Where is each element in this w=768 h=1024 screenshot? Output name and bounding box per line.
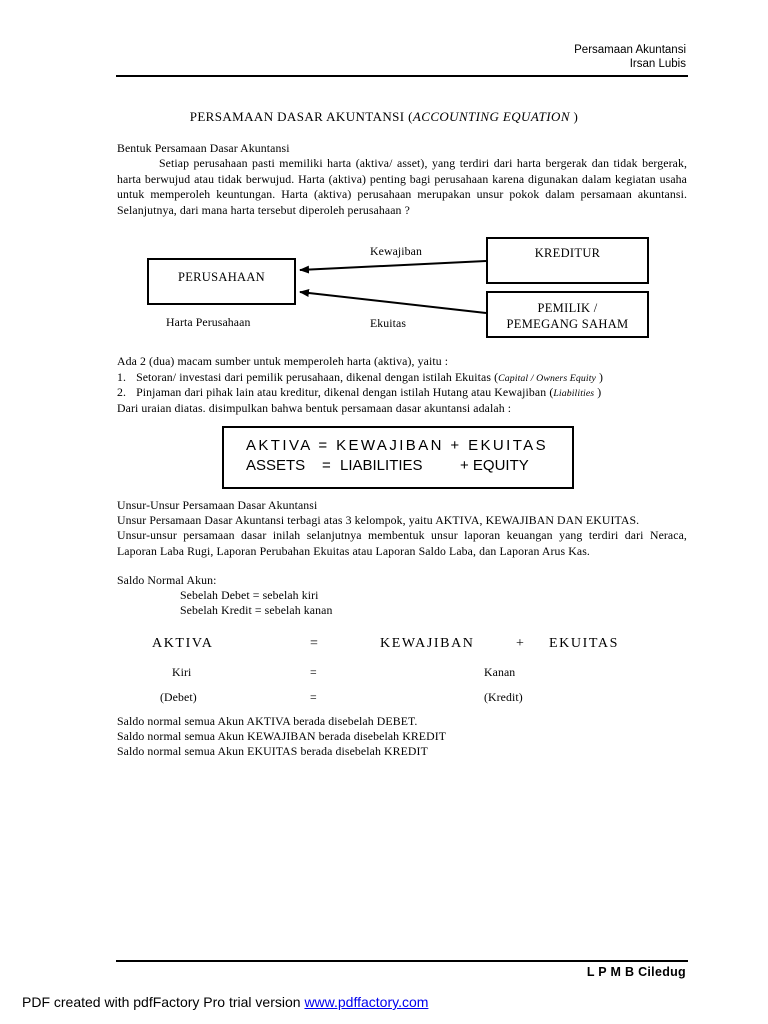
source-item-1-number: 1. <box>117 370 127 384</box>
table-r2-kanan: Kanan <box>484 665 516 679</box>
table-r2-eq: = <box>310 665 317 679</box>
source-item-1-close: ) <box>595 370 604 384</box>
title-english: ACCOUNTING EQUATION <box>412 109 570 124</box>
kreditur-label: KREDITUR <box>534 246 601 260</box>
perusahaan-label: PERUSAHAAN <box>177 270 266 284</box>
source-item-1-text: Setoran/ investasi dari pemilik perusahaan, dikenal dengan istilah Ekuitas ( <box>136 370 499 384</box>
source-item-2-close: ) <box>594 385 602 399</box>
ekuitas-label: Ekuitas <box>370 316 407 330</box>
kewajiban-label: Kewajiban <box>370 244 422 258</box>
table-r1-eq: = <box>310 636 320 651</box>
table-r1-kewajiban: KEWAJIBAN <box>380 636 475 651</box>
kewajiban-arrow <box>300 261 486 270</box>
table-r3-kredit: (Kredit) <box>484 690 523 704</box>
section2-line1: Unsur Persamaan Dasar Akuntansi terbagi atas 3 kelompok, yaitu AKTIVA, KEWAJIBAN DAN EKUITAS. <box>117 513 640 527</box>
source-item-2-text: Pinjaman dari pihak lain atau kreditur, dikenal dengan istilah Hutang atau Kewajiban ( <box>136 385 554 399</box>
note-aktiva: Saldo normal semua Akun AKTIVA berada disebelah DEBET. <box>117 714 418 728</box>
pdf-notice-text: PDF created with pdfFactory Pro trial version <box>22 994 305 1010</box>
source-item-1-italic: Capital / Owners Equity <box>498 373 596 384</box>
equation-english-equity: + EQUITY <box>460 457 529 474</box>
table-r1-ekuitas: EKUITAS <box>549 636 619 651</box>
sources-conclusion: Dari uraian diatas. disimpulkan bahwa bentuk persamaan dasar akuntansi adalah : <box>117 401 512 415</box>
table-r3-eq: = <box>310 690 317 704</box>
saldo-debet: Sebelah Debet = sebelah kiri <box>180 588 319 602</box>
harta-label: Harta Perusahaan <box>166 315 251 329</box>
table-r3-debet: (Debet) <box>160 690 197 704</box>
header-title: Persamaan Akuntansi <box>574 44 686 56</box>
note-kewajiban: Saldo normal semua Akun KEWAJIBAN berada disebelah KREDIT <box>117 729 447 743</box>
equation-english-liabilities: LIABILITIES <box>340 457 423 474</box>
title-main: PERSAMAAN DASAR AKUNTANSI ( <box>189 109 413 124</box>
table-r1-aktiva: AKTIVA <box>152 636 214 651</box>
pemilik-label-2: PEMEGANG SAHAM <box>506 317 629 331</box>
footer-org: L P M B Ciledug <box>586 965 686 979</box>
diagram-arrows <box>0 0 768 400</box>
source-item-1 <box>117 370 603 385</box>
footer-divider <box>116 960 688 962</box>
note-ekuitas: Saldo normal semua Akun EKUITAS berada disebelah KREDIT <box>117 744 428 758</box>
title-close: ) <box>569 109 579 124</box>
section1-paragraph: Setiap perusahaan pasti memiliki harta (aktiva/ asset), yang terdiri dari harta bergerak dan tidak bergerak, harta berwujud atau tidak berwujud. Harta (aktiva) penting bagi perusahaan karena digunakan dalam kegiatan usaha untuk memperoleh keuntungan. Harta (aktiva) perusahaan merupakan unsur pokok dalam persamaan akuntansi. Selanjutnya, dari mana harta tersebut diperoleh perusahaan ? <box>117 156 687 217</box>
sources-intro: Ada 2 (dua) macam sumber untuk memperoleh harta (aktiva), yaitu : <box>117 354 449 368</box>
section1-heading: Bentuk Persamaan Dasar Akuntansi <box>117 141 290 155</box>
ekuitas-arrow <box>300 292 486 313</box>
saldo-heading: Saldo Normal Akun: <box>117 573 217 587</box>
saldo-kredit: Sebelah Kredit = sebelah kanan <box>180 603 333 617</box>
equation-english-assets: ASSETS <box>246 457 306 474</box>
source-item-2-number: 2. <box>117 385 127 399</box>
section2-paragraph: Unsur-unsur persamaan dasar inilah selanjutnya membentuk unsur laporan keuangan yang terdiri dari Neraca, Laporan Laba Rugi, Laporan Perubahan Ekuitas atau Laporan Saldo Laba, dan Laporan Arus Kas. <box>117 528 687 558</box>
pdf-notice <box>22 994 428 1010</box>
equation-english-eq: = <box>322 457 331 474</box>
equation-box <box>222 426 574 489</box>
pdffactory-link[interactable]: www.pdffactory.com <box>304 994 429 1010</box>
section2-heading: Unsur-Unsur Persamaan Dasar Akuntansi <box>117 498 318 512</box>
table-r2-kiri: Kiri <box>172 665 192 679</box>
source-item-2-italic: Liabilities <box>553 388 595 399</box>
table-r1-plus: + <box>516 636 526 651</box>
header-author: Irsan Lubis <box>629 58 686 70</box>
pemilik-label-1: PEMILIK / <box>537 301 598 315</box>
equation-indonesian: AKTIVA = KEWAJIBAN + EKUITAS <box>246 437 548 454</box>
source-item-2 <box>117 385 601 400</box>
